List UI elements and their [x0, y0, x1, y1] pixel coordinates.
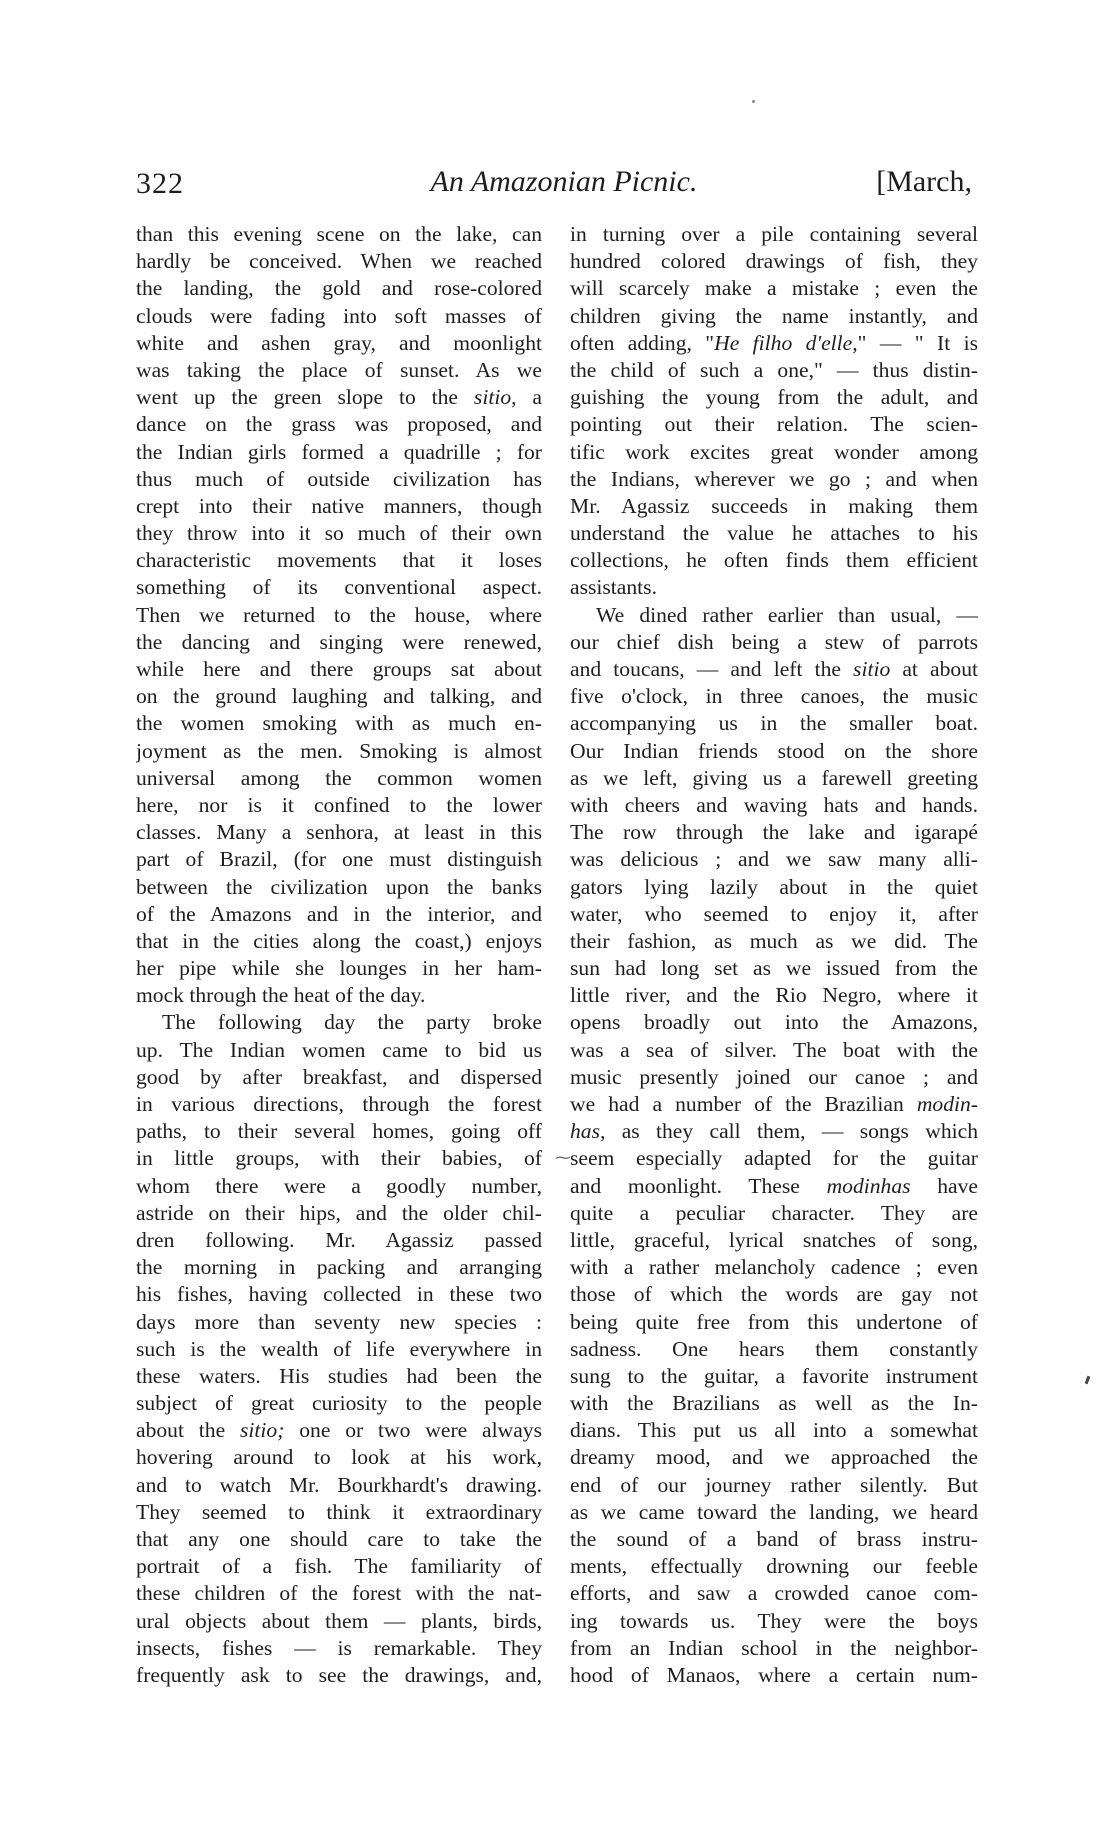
text-line: in various directions, through the forest: [136, 1092, 542, 1116]
text-line: as we left, giving us a farewell greeting: [570, 765, 978, 790]
text-line: with a rather melancholy cadence ; even: [570, 1255, 978, 1280]
text-line: little, graceful, lyrical snatches of song,: [570, 1227, 978, 1252]
text-line: gators lying lazily about in the quiet: [570, 874, 978, 899]
text-line: pointing out their relation. The scien-: [570, 412, 978, 437]
text-line: with the Brazilians as well as the In-: [570, 1391, 978, 1416]
text-line: classes. Many a senhora, at least in this: [136, 820, 542, 845]
text-line: seem especially adapted for the guitar: [570, 1146, 978, 1171]
text-line: the sound of a band of brass instru-: [570, 1527, 978, 1551]
text-line: than this evening scene on the lake, can: [136, 222, 542, 246]
text-line: guishing the young from the adult, and: [570, 385, 978, 410]
text-line: being quite free from this undertone of: [570, 1309, 978, 1334]
text-line: in little groups, with their babies, of: [136, 1146, 542, 1171]
text-line: the Indian girls formed a quadrille ; for: [136, 439, 542, 464]
text-line: and toucans, — and left the sitio at about: [570, 657, 978, 681]
text-line: days more than seventy new species :: [136, 1309, 542, 1334]
text-line: the women smoking with as much en-: [136, 711, 542, 736]
text-line: good by after breakfast, and dispersed: [136, 1064, 542, 1089]
text-line: ments, effectually drowning our feeble: [570, 1554, 978, 1579]
text-line: here, nor is it confined to the lower: [136, 792, 542, 817]
text-line: while here and there groups sat about: [136, 657, 542, 681]
text-line: was delicious ; and we saw many alli-: [570, 847, 978, 872]
text-line: such is the wealth of life everywhere in: [136, 1336, 542, 1361]
text-line: white and ashen gray, and moonlight: [136, 330, 542, 355]
running-title: An Amazonian Picnic.: [430, 165, 698, 198]
text-line: clouds were fading into soft masses of: [136, 303, 542, 328]
text-line: insects, fishes — is remarkable. They: [136, 1635, 542, 1660]
text-line: hovering around to look at his work,: [136, 1445, 542, 1470]
text-line: characteristic movements that it loses: [136, 548, 542, 573]
text-line: dreamy mood, and we approached the: [570, 1445, 978, 1470]
text-line: these children of the forest with the nat-: [136, 1581, 542, 1606]
text-line: opens broadly out into the Amazons,: [570, 1010, 978, 1035]
text-line: They seemed to think it extraordinary: [136, 1499, 542, 1524]
text-line: sun had long set as we issued from the: [570, 956, 978, 981]
text-line: from an Indian school in the neighbor-: [570, 1635, 978, 1660]
text-line: the child of such a one," — thus distin-: [570, 357, 978, 382]
text-line: between the civilization upon the banks: [136, 874, 542, 899]
text-line: astride on their hips, and the older chil-: [136, 1200, 542, 1225]
text-line: the dancing and singing were renewed,: [136, 629, 542, 654]
margin-mark: ⁓: [555, 1150, 571, 1167]
text-line: collections, he often finds them efficient: [570, 548, 978, 573]
text-line: as we came toward the landing, we heard: [570, 1499, 978, 1524]
text-line: The row through the lake and igarapé: [570, 820, 978, 845]
text-line: our chief dish being a stew of parrots: [570, 629, 978, 654]
text-line: accompanying us in the smaller boat.: [570, 711, 978, 736]
text-line: the landing, the gold and rose-colored: [136, 276, 542, 301]
text-line: universal among the common women: [136, 765, 542, 790]
text-line: something of its conventional aspect.: [136, 575, 542, 600]
text-line: on the ground laughing and talking, and: [136, 684, 542, 709]
text-line: dians. This put us all into a somewhat: [570, 1418, 978, 1443]
text-line: and to watch Mr. Bourkhardt's drawing.: [136, 1472, 542, 1497]
text-line: ing towards us. They were the boys: [570, 1608, 978, 1633]
text-line: We dined rather earlier than usual, —: [596, 602, 978, 627]
text-line: frequently ask to see the drawings, and,: [136, 1662, 542, 1687]
text-line: efforts, and saw a crowded canoe com-: [570, 1581, 978, 1606]
text-line: paths, to their several homes, going off: [136, 1119, 542, 1144]
speck-mark-right: [1085, 1376, 1091, 1385]
text-line: hundred colored drawings of fish, they: [570, 249, 978, 274]
text-line: portrait of a fish. The familiarity of: [136, 1554, 542, 1579]
page-number: 322: [136, 167, 184, 200]
text-line: joyment as the men. Smoking is almost: [136, 738, 542, 763]
text-line: part of Brazil, (for one must distinguish: [136, 847, 542, 872]
text-line: hood of Manaos, where a certain num-: [570, 1662, 978, 1687]
text-line: Then we returned to the house, where: [136, 602, 542, 627]
running-head: [136, 162, 972, 202]
text-line: whom there were a goodly number,: [136, 1173, 542, 1198]
text-line: their fashion, as much as we did. The: [570, 928, 978, 953]
text-line: her pipe while she lounges in her ham-: [136, 956, 542, 981]
text-line: The following day the party broke: [162, 1010, 542, 1035]
text-line: assistants.: [570, 575, 657, 600]
text-line: dance on the grass was proposed, and: [136, 412, 542, 437]
text-line: tific work excites great wonder among: [570, 439, 978, 464]
text-line: they throw into it so much of their own: [136, 521, 542, 546]
left-column: [136, 221, 542, 1689]
text-line: children giving the name instantly, and: [570, 303, 978, 328]
text-line: end of our journey rather silently. But: [570, 1472, 978, 1497]
running-month: [March,: [876, 165, 972, 198]
speck-mark: [752, 100, 755, 103]
text-line: we had a number of the Brazilian modin-: [570, 1092, 978, 1116]
text-line: sadness. One hears them constantly: [570, 1336, 978, 1361]
text-line: about the sitio; one or two were always: [136, 1418, 542, 1443]
text-line: understand the value he attaches to his: [570, 521, 978, 546]
text-line: in turning over a pile containing several: [570, 222, 978, 246]
text-line: sung to the guitar, a favorite instrument: [570, 1363, 978, 1388]
text-line: subject of great curiosity to the people: [136, 1391, 542, 1416]
text-line: mock through the heat of the day.: [136, 983, 426, 1008]
text-line: ural objects about them — plants, birds,: [136, 1608, 542, 1633]
text-line: Mr. Agassiz succeeds in making them: [570, 493, 978, 518]
text-line: will scarcely make a mistake ; even the: [570, 276, 978, 301]
text-line: these waters. His studies had been the: [136, 1363, 542, 1388]
text-line: of the Amazons and in the interior, and: [136, 901, 542, 926]
text-line: with cheers and waving hats and hands.: [570, 792, 978, 817]
text-line: that in the cities along the coast,) enjoys: [136, 928, 542, 953]
text-line: often adding, "He filho d'elle," — " It is: [570, 330, 978, 355]
text-line: that any one should care to take the: [136, 1527, 542, 1551]
text-line: crept into their native manners, though: [136, 493, 542, 518]
text-line: water, who seemed to enjoy it, after: [570, 901, 978, 926]
text-line: was a sea of silver. The boat with the: [570, 1037, 978, 1062]
text-line: went up the green slope to the sitio, a: [136, 385, 542, 410]
text-line: thus much of outside civilization has: [136, 466, 542, 491]
text-line: music presently joined our canoe ; and: [570, 1064, 978, 1089]
text-line: quite a peculiar character. They are: [570, 1200, 978, 1225]
text-line: up. The Indian women came to bid us: [136, 1037, 542, 1062]
text-line: was taking the place of sunset. As we: [136, 357, 542, 382]
text-line: the morning in packing and arranging: [136, 1255, 542, 1280]
text-line: his fishes, having collected in these two: [136, 1282, 542, 1307]
text-line: dren following. Mr. Agassiz passed: [136, 1227, 542, 1252]
text-line: has, as they call them, — songs which: [570, 1119, 978, 1144]
text-line: hardly be conceived. When we reached: [136, 249, 542, 274]
text-line: and moonlight. These modinhas have: [570, 1173, 978, 1198]
text-line: those of which the words are gay not: [570, 1282, 978, 1307]
text-line: the Indians, wherever we go ; and when: [570, 466, 978, 491]
text-line: five o'clock, in three canoes, the music: [570, 684, 978, 709]
text-line: little river, and the Rio Negro, where it: [570, 983, 978, 1008]
right-column: [570, 221, 978, 1689]
text-line: Our Indian friends stood on the shore: [570, 738, 978, 763]
